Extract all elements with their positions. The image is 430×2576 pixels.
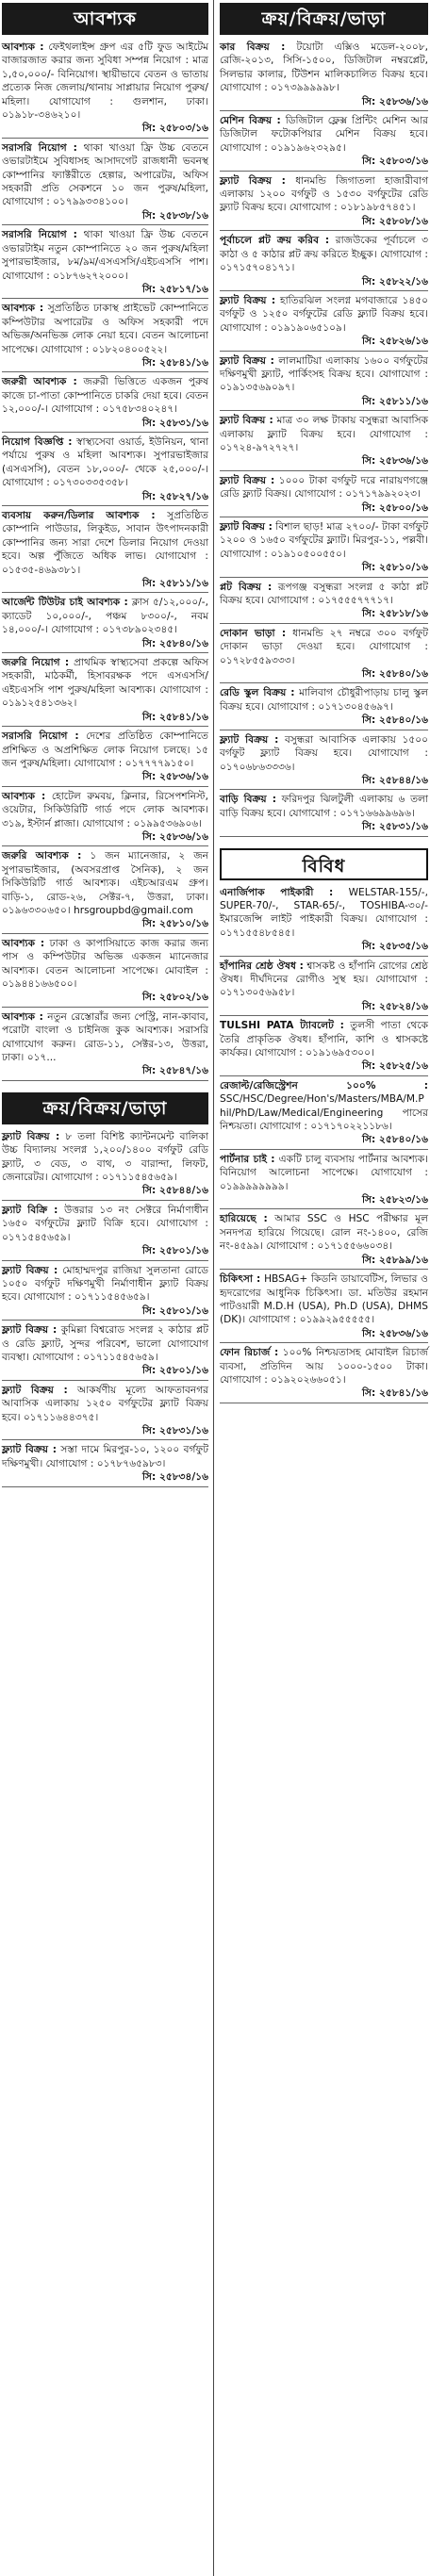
ad-separator (2, 224, 208, 225)
ad-separator (220, 1208, 428, 1209)
ad-lead: ফ্ল্যাট বিক্রয় : (2, 1324, 58, 1337)
ad-code: সি: ২৫৮১৭/১৬ (142, 283, 208, 295)
ad-separator (2, 298, 208, 299)
ad-body: টয়োটা এক্সিও মডেল-২০০৮, রেজি-২০১৩, সিসি-১৫০০, ডিজিটাল নম্বরপ্লেট, সিলভার কালার, টিউশন মালিকচালিত বিক্রয় হবে। যোগাযোগ : ০১৭৩৯৯৯৯৯৮। (220, 41, 428, 94)
ad-body: মালিবাগ চৌধুরীপাড়ায় চালু স্কুল বিক্রয় হবে। যোগাযোগ : ০১৭১৩০৪৫৬৯৭। (220, 687, 428, 713)
ad-body: রূপগঞ্জ বসুন্ধরা সংলগ্ন ৫ কাঠা প্লট বিক্রয় হবে। যোগাযোগ : ০১৭৫৫৫৭৭৭১৭। (220, 581, 428, 607)
ad-body: ফেইথলাইন্স গ্রুপ এর ৫টি ফুড আইটেম বাজারজাত করার জন্য সুবিধা সম্পন্ন নিয়োগ : মাত্র ১,৫০,০০০/- বিনিয়োগ। স্থায়ীভাবে বেতন ও ভাতায় প্রত্যেক নিজ জেলায়/থানায় সাপ্লায়ার নিয়োগ পুরুষ/মহিলা। যোগাযোগ : গুলশান, ঢাকা। ০১৯১৮-৩৪৬২১০। (2, 41, 209, 122)
ad-body: তুলসী পাতা থেকে তৈরি প্রাকৃতিক ঔষধ। হাঁপানি, কাশি ও শ্বাসকষ্টে কার্যকর। যোগাযোগ : ০১৯১৬৯৫৩০০। (220, 1020, 429, 1058)
ad-separator (220, 956, 428, 957)
ad-lead: আবশ্যক : (2, 303, 44, 315)
classified-ad (2, 1382, 208, 1439)
ad-separator (2, 592, 208, 593)
ad-body: HBSAG+ কিডনি ডায়াবেটিস, লিভার ও হৃদরোগের আধুনিক চিকিৎসা। ডা. মতিউর রহমান পাটওয়ারী M.D.H (USA), Ph.D (USA), DHMS (DK)। যোগাযোগ : ০১৯৯২৯৫৫৫৫৫। (220, 1273, 428, 1326)
ad-lead: দোকান ভাড়া : (220, 627, 287, 639)
ad-separator (2, 138, 208, 139)
ad-code: সি: ২৫৮৪৪/১৬ (142, 1185, 208, 1197)
ad-lead: ব্যবসায় করুন/ডিলার আবশ্যক : (2, 510, 156, 521)
ad-body: সস্তা দামে মিরপুর-১০, ১২০০ বর্গফুট দক্ষিণমুখী। যোগাযোগ : ০১৭৮৭৬৫৯৮৩। (2, 1444, 209, 1469)
ad-code: সি: ২৫৮৪১/১৬ (142, 356, 208, 369)
classified-ad (220, 1151, 428, 1208)
ad-code: সি: ২৫৮১০/১৬ (142, 918, 208, 930)
ad-lead: আবশ্যক : (2, 41, 44, 53)
classified-ad (220, 684, 428, 728)
ad-separator (220, 623, 428, 624)
ad-separator (220, 577, 428, 578)
ad-code: সি: ২৫৮৩৬/১৬ (362, 455, 428, 468)
ad-lead: রেডি স্কুল বিক্রয় : (220, 687, 295, 699)
ad-body: ৮ তলা বিশিষ্ট ক্যান্টনমেন্ট বালিকা উচ্চ বিদ্যালয় সংলগ্ন ১,২০০/১৪০০ বর্গফুট রেডি ফ্ল্যাট, ৩ বেড, ৩ বাথ, ৩ বারান্দা, লিফট, জেনারেটর। যোগাযোগ : ০১৭১১৫৪৫৬৫৯। (2, 1130, 209, 1184)
ad-separator (2, 371, 208, 372)
classified-ad (220, 172, 428, 230)
ad-code: সি: ২৫৮২৬/১৬ (362, 336, 428, 348)
ad-lead: প্লট বিক্রয় : (220, 581, 273, 593)
ad-lead: ফ্ল্যাট বিক্রয় : (220, 174, 286, 187)
ad-body: ক্লাস ৫/১২,০০০/-, ক্যাডেট ১০,০০০/-, পঞ্চম ৮৩০০/-, নবম ১৪,০০০/-। যোগাযোগ : ০১৭৩৮৯০২৩৪৫। (2, 597, 209, 636)
ad-lead: TULSHI PATA ট্যাবলেট : (220, 1020, 344, 1032)
ad-code: সি: ২৫৮৩৬/১৬ (362, 1327, 428, 1339)
classified-ad (2, 1128, 208, 1199)
ad-body: আমার SSC ও HSC পরীক্ষার মূল সনদপত্র হারিয়ে গিয়েছে। রোল নং-১৪০০, রেজি নং-৪৫৯৯। যোগাযোগ : ০১৭১৫৫৬৬০৩৪। (220, 1213, 428, 1253)
ad-lead: রেজাল্ট/রেজিস্ট্রেশন ১০০% : (220, 1079, 428, 1091)
ad-separator (2, 845, 208, 846)
classified-ad (2, 1321, 208, 1379)
ad-code: সি: ২৫৮০১/১৬ (142, 1365, 208, 1377)
classified-ad (220, 791, 428, 834)
ad-separator (2, 786, 208, 787)
column-divider (213, 0, 214, 2576)
ad-body: ১০০০ টাকা বর্গফুট দরে নারায়ণগঞ্জে রেডি ফ্ল্যাট বিক্রয়। যোগাযোগ : ০১৭১৭৯৯২০২৩। (220, 474, 428, 500)
classified-ad (220, 1077, 428, 1148)
section-heading: আবশ্যক (2, 3, 208, 35)
classified-ad (220, 1344, 428, 1402)
classified-ad (2, 1009, 208, 1079)
ad-code: সি: ২৫৮২৫/১৬ (362, 1060, 428, 1073)
section-spacer (220, 838, 428, 845)
classified-ad (220, 292, 428, 350)
ad-body: রাজউকের পূর্বাচলে ৩ কাঠা ও ৫ কাঠার প্লট ক্রয় করিতে ইচ্ছুক। যোগাযোগ : ০১৭১৫৭০৪১৭১। (220, 235, 428, 274)
ad-code: সি: ২৫৮৩৫/১৬ (362, 941, 428, 953)
ad-separator (2, 726, 208, 727)
ad-lead: সরাসরি নিয়োগ : (2, 229, 77, 241)
ad-body: হোটেল রুমবয়, ক্লিনার, রিসেপশনিস্ট, ওয়েটার, সিকিউরিটি গার্ড পদে লোক আবশ্যক। ৩১৯, ইস্টার্ন প্লাজা। যোগাযোগ : ০১৯৯৫৩৬৯০৬। (2, 790, 208, 829)
ad-separator (2, 1486, 208, 1487)
ad-body: ধানমন্ডি ২৭ নম্বরে ৩০০ বর্গফুট দোকান ভাড়া দেওয়া হবে। যোগাযোগ : ০১৭২৮৫৫৯৩৩৩। (220, 627, 428, 666)
classified-ad (220, 232, 428, 289)
ad-code: সি: ২৫৮১১/১৬ (362, 395, 428, 407)
ad-code: সি: ২৫৮৩৬/১৬ (142, 771, 208, 783)
ad-lead: ফ্ল্যাট বিক্রয় : (220, 415, 273, 427)
ad-lead: হারিয়েছে : (220, 1213, 268, 1225)
ad-code: সি: ২৫৮১১/১৬ (142, 578, 208, 590)
ad-separator (220, 470, 428, 471)
ad-body: শ্বাসকষ্ট ও হাঁপানি রোগের শ্রেষ্ঠ ঔষধ। দীর্ঘদিনের রোগীও সুস্থ হয়। যোগাযোগ : ০১৭১৩০৫৬৯৫৮। (220, 960, 429, 999)
ad-lead: আবশ্যক : (2, 1010, 43, 1023)
ad-code: সি: ২৫৮২৩/১৬ (362, 1194, 428, 1206)
ad-body: লালমাটিয়া এলাকায় ১৬০০ বর্গফুটের দক্ষিণমুখী ফ্ল্যাট, পার্কিংসহ বিক্রয় হবে। যোগাযোগ : ০১৯১৩৫৬৯০৯৭। (220, 354, 429, 394)
classified-ad (220, 731, 428, 789)
ad-lead: আবশ্যক : (2, 790, 46, 802)
ad-body: থাকা খাওয়া ফ্রি উচ্চ বেতনে ওভারটাইম নতুন কোম্পানিতে ২০ জন পুরুষ/মহিলা সুপারভাইজার, ৮ম/৯ম/এসএসসি/এইচএসসি পাশ। যোগাযোগ : ০১৮৭৬২৭২০০০। (2, 229, 208, 282)
classified-ad (2, 434, 208, 504)
ad-body: আকর্ষণীয় মূল্যে আফতাবনগর আবাসিক এলাকায় ১২৫০ বর্গফুটের ফ্ল্যাট বিক্রয় হবে। ০১৭১১৬৪৪৩৭৫। (2, 1384, 208, 1423)
ad-lead: আবশ্যক : (2, 937, 45, 949)
left-column (2, 0, 208, 1488)
ad-code: সি: ২৫৮০১/১৬ (142, 1304, 208, 1317)
ad-code: সি: ২৫৮৩৬/১৬ (362, 95, 428, 107)
ad-separator (2, 1380, 208, 1381)
ad-body: সুপ্রতিষ্ঠিত ঢাকাস্থ প্রাইভেট কোম্পানিতে কম্পিউটার অপারেটর ও অফিস সহকারী পদে অভিজ্ঞ/অনভিজ্ঞ লোক নেয়া হবে। বেতন আলোচনা সাপেক্ষে। যোগাযোগ : ০১৮২০৪০০৫২২। (2, 303, 209, 355)
classified-ad (2, 728, 208, 785)
ad-code: সি: ২৫৮৩৬/১৬ (142, 830, 208, 843)
ad-body: থাকা খাওয়া ফ্রি উচ্চ বেতনে ওভারটাইমে সুবিধাসহ আসাদগেট রাজধানী ভবনস্থ কোম্পানির ফ্যাক্টরীতে হেল্পার, অপারেটর, অফিস সহকারী প্রতি সেকশনে ১০ জন পুরুষ/মহিলা, যোগাযোগ : ০১৭৯৯৩৩৪১০০। (2, 141, 208, 208)
ad-code: সি: ২৫৮০০/১৬ (362, 501, 428, 514)
ad-separator (2, 1200, 208, 1201)
classified-ad (2, 935, 208, 1006)
ad-code: সি: ২৫৮০৩/১৬ (362, 156, 428, 168)
ad-body: মাত্র ৩০ লক্ষ টাকায় বসুন্ধরা আবাসিক এলাকায় ফ্ল্যাট বিক্রয় হবে। যোগাযোগ : ০১৭২৪-৯৭২৭২৭। (220, 415, 428, 453)
ad-separator (220, 110, 428, 111)
ad-code: সি: ২৫৮৪১/১৬ (142, 711, 208, 723)
ad-body: ঢাকা ও কাপাসিয়াতে কাজ করার জন্য পাস ও কম্পিউটার অভিজ্ঞ একজন ম্যানেজার আবশ্যক। বেতন আলোচনা সাপেক্ষে। মোবাইল : ০১৯৪৪১৬৬৫০০। (2, 937, 208, 990)
ad-separator (2, 1007, 208, 1008)
ad-code: সি: ২৫৮৪১/১৬ (362, 1387, 428, 1400)
ad-body: হাতিরঝিল সংলগ্ন মগবাজারে ১৪৫০ বর্গফুট ও ১২৫০ বর্গফুটের রেডি ফ্ল্যাট বিক্রয় হবে। যোগাযোগ : ০১৯১৯০৬৫১০৯। (220, 294, 429, 334)
classified-ad (2, 226, 208, 297)
classified-ad (220, 353, 428, 410)
ad-lead: আর্জেন্ট টিউটর চাই আবশ্যক : (2, 597, 128, 609)
ad-lead: ফোন রিচার্জ : (220, 1347, 279, 1359)
ad-lead: সরাসরি নিয়োগ : (2, 730, 79, 743)
ad-body: উত্তরার ১৩ নং সেক্টরে নির্মাণাধীন ১৬৫০ বর্গফুটের ফ্ল্যাট বিক্রি হবে। যোগাযোগ : ০১৭১৫৪৫৬৫৯। (2, 1204, 208, 1243)
ad-body: ডিজিটাল ফ্লেক্স প্রিন্টিং মেশিন আর ডিজিটাল ফটোকপিয়ার মেশিন বিক্রয় হবে। যোগাযোগ : ০১৯১৯৬২৩২৯৫। (220, 115, 428, 154)
ad-code: সি: ২৫৮৪০/১৬ (362, 1134, 428, 1146)
section-heading: বিবিধ (220, 848, 428, 880)
ad-separator (2, 652, 208, 653)
ad-lead: ফ্ল্যাট বিক্রয় : (220, 521, 273, 533)
ad-body: কুমিল্লা বিশ্বরোড সংলগ্ন ২ কাঠার প্লট ও রেডি ফ্ল্যাট, সুন্দর পরিবেশ, ভালো যোগাযোগ ব্যবস্থা। যোগাযোগ : ০১৭১১৫৪৫৬৫৯। (2, 1324, 209, 1363)
ad-lead: ফ্ল্যাট বিক্রয় : (220, 354, 274, 367)
ad-separator (220, 1342, 428, 1343)
classified-ad (2, 1441, 208, 1485)
ad-code: সি: ২৫৮৪০/১৬ (142, 637, 208, 649)
ad-code: সি: ২৫৮৩১/১৬ (142, 1424, 208, 1436)
classified-ad (2, 788, 208, 845)
ad-body: প্রাথমিক স্বাস্থ্যসেবা প্রকল্পে অফিস সহকারী, মাঠকর্মী, হিসাবরক্ষক পদে এসএসসি/এইচএসসি পাশ পুরুষ/মহিলা আবশ্যক। যোগাযোগ : ০১৯১২৫৪১৩৬২। (2, 657, 208, 710)
ad-separator (220, 1149, 428, 1150)
ad-code: সি: ২৫৮৯৯/১৬ (362, 1254, 428, 1266)
ad-lead: এনার্জিপাক পাইকারী : (220, 886, 334, 898)
section-heading: ক্রয়/বিক্রয়/ভাড়া (2, 1092, 208, 1124)
ad-separator (220, 1269, 428, 1270)
ad-code: সি: ২৫৮০৮/১৬ (362, 215, 428, 227)
classified-ad (2, 373, 208, 431)
ad-code: সি: ২৫৮৪০/১৬ (362, 668, 428, 681)
classified-ad (220, 518, 428, 576)
right-column (220, 0, 428, 1404)
ad-body: দেশের প্রতিষ্ঠিত কোম্পানিতে প্রশিক্ষিত ও অপ্রশিক্ষিত লোক নিয়োগ চলছে। ১৫ জন পুরুষ/মহিলা। যোগাযোগ : ০১৭৭৭৭৯১৫০। (2, 730, 208, 769)
ad-code: সি: ২৫৮১০/১৬ (362, 562, 428, 574)
classified-ad (220, 1271, 428, 1341)
ad-code: সি: ২৫৮১৮/১৬ (362, 608, 428, 620)
classified-ad (220, 1210, 428, 1268)
ad-lead: জরুরী আবশ্যক : (2, 376, 77, 388)
ad-lead: চিকিৎসা : (220, 1273, 261, 1286)
ad-body: ১০০% নিশ্চয়তাসহ মোবাইল রিচার্জ ব্যবসা, প্রতিদিন আয় ১০০০-১৫০০ টাকা। যোগাযোগ : ০১৯২০২৬৬০৫১। (220, 1347, 428, 1386)
ad-body: জরুরী ভিত্তিতে একজন পুরুষ কাজে চা-পাতা কোম্পানিতে চাকরি দেয়া হবে। বেতন ১২,০০০/-। যোগাযোগ : ০১৭৫৮৩৪০২৪৭। (2, 376, 208, 416)
ad-code: সি: ২৫৮৩৮/১৬ (142, 209, 208, 222)
classified-ad (220, 884, 428, 955)
ad-lead: কার বিক্রয় : (220, 41, 286, 53)
ad-body: বিশাল ছাড়! মাত্র ২৭০০/- টাকা বর্গফুট ১২০০ ও ১৬৫০ বর্গফুটের ফ্ল্যাট। মিরপুর-১১, পল্লবী। যোগাযোগ : ০১৯১০৫০০৫৫০। (220, 521, 428, 560)
ad-separator (2, 505, 208, 506)
ad-code: সি: ২৫৮৪০/১৬ (362, 714, 428, 727)
ad-body: মোহাম্মদপুর রাজিয়া সুলতানা রোডে ১০৫০ বর্গফুট দক্ষিণমুখী নির্মাণাধীন ফ্ল্যাট বিক্রয় হবে। যোগাযোগ : ০১৭১১৫৪৫৬৫৯। (2, 1264, 209, 1304)
ad-lead: হাঁপানির শ্রেষ্ঠ ঔষধ : (220, 960, 304, 972)
classified-ad (2, 39, 208, 137)
ad-code: সি: ২৫৮৩১/১৬ (362, 821, 428, 833)
classified-ad (220, 39, 428, 109)
ad-body: ১ জন ম্যানেজার, ২ জন সুপারভাইজার, (অবসরপ্রাপ্ত সৈনিক), ২ জন সিকিউরিটি গার্ড আবশ্যক। এইচআরএম গ্রুপ। বাড়ি-১, রোড-২৬, সেক্টর-৭, উত্তরা, ঢাকা। ০১৯৬৩৩০৬৫০। hrsgroupbd@gmail.com (2, 850, 208, 916)
classified-ad (220, 579, 428, 622)
ad-code: সি: ২৫৮৪৭/১৬ (142, 1065, 208, 1077)
ad-body: স্বাস্থ্যসেবা ওয়ার্ড, ইউনিয়ন, থানা পর্যায়ে পুরুষ ও মহিলা আবশ্যক। সুপারভাইজার (এসএসসি), বেতন ১৮,০০০/- থেকে ২৫,০০০/-। যোগাযোগ : ০১৭৩০৩৩৫৩৫৮। (2, 435, 208, 489)
ad-separator (220, 410, 428, 411)
ad-separator (220, 836, 428, 837)
ad-lead: পার্টনার চাই : (220, 1153, 275, 1165)
section-heading: ক্রয়/বিক্রয়/ভাড়া (220, 3, 428, 35)
ad-code: সি: ২৫৮০২/১৬ (142, 992, 208, 1004)
classified-ad (220, 472, 428, 516)
ad-lead: ফ্ল্যাট বিক্রয় : (220, 733, 279, 746)
classified-ad (220, 958, 428, 1015)
classified-ad (220, 112, 428, 170)
ad-separator (220, 682, 428, 683)
ad-code: সি: ২৫৮২২/১৬ (362, 275, 428, 287)
ad-code: সি: ২৫৮০১/১৬ (142, 1245, 208, 1257)
classified-ad (2, 507, 208, 591)
ad-lead: ফ্ল্যাট বিক্রয় : (2, 1130, 60, 1142)
ad-separator (220, 230, 428, 231)
ad-separator (220, 171, 428, 172)
ad-separator (220, 1075, 428, 1076)
section-spacer (2, 1082, 208, 1090)
ad-lead: পূর্বাচলে প্লট ক্রয় করিব : (220, 235, 330, 247)
ad-lead: সরাসরি নিয়োগ : (2, 141, 77, 154)
ad-body: ফরিদপুর ঝিলটুলী এলাকায় ৬ তলা বাড়ি বিক্রয় হবে। যোগাযোগ : ০১৭১৬৬৯৯৬৯৬। (220, 794, 428, 819)
ad-separator (2, 1080, 208, 1081)
ad-body: SSC/HSC/Degree/Hon's/Masters/MBA/M.Phil/PhD/Law/Medical/Engineering পাসের নিশ্চয়তা। যোগাযোগ : ০১৭১৭০২২১১৮৬। (220, 1093, 428, 1133)
ad-separator (2, 1260, 208, 1261)
ad-separator (220, 789, 428, 790)
classified-ad (220, 1017, 428, 1075)
ad-code: সি: ২৫৮৪৪/১৬ (362, 774, 428, 786)
classified-ad (2, 1262, 208, 1320)
ad-separator (220, 1015, 428, 1016)
ad-lead: জরুরি নিয়োগ : (2, 657, 70, 669)
ad-body: সুপ্রতিষ্ঠিত কোম্পানি পাউডার, লিকুইড, সাবান উৎপাদনকারী কোম্পানির জন্য সারা দেশে ডিলার নিয়োগ দেওয়া হবে। অল্প পুঁজিতে অধিক লাভ। যোগাযোগ : ০১৫৩৫-৪৬৯৩৮১। (2, 510, 208, 576)
ad-separator (2, 1320, 208, 1321)
classified-ad (2, 654, 208, 725)
ad-separator (2, 432, 208, 433)
classified-ad (2, 300, 208, 370)
classified-ad (220, 625, 428, 682)
ad-code: সি: ২৫৮২৪/১৬ (362, 1000, 428, 1012)
ad-separator (220, 290, 428, 291)
ad-code: সি: ২৫৮৩১/১৬ (142, 417, 208, 429)
ad-separator (2, 1439, 208, 1440)
ad-lead: জরুরি আবশ্যক : (2, 850, 82, 862)
ad-body: ধানমন্ডি জিগাতলা হাজারীবাগ এলাকায় ১২০০ বর্গফুট ও ১৫৩০ বর্গফুটের রেডি ফ্ল্যাট বিক্রয় হবে। যোগাযোগ : ০১৮১৯৮৫৭৪৫১। (220, 174, 429, 214)
ad-body: নতুন রেস্তোরাঁর জন্য পেস্ট্রি, নান-কাবাব, পরোটা বাংলা ও চাইনিজ কুক আবশ্যক। সরাসরি যোগাযোগ করুন। রোড-১১, সেক্টর-১৩, উত্তরা, ঢাকা। ০১৭... (2, 1010, 208, 1064)
ad-lead: ফ্ল্যাট বিক্রয় : (2, 1384, 68, 1396)
ad-lead: ফ্ল্যাট বিক্রয় : (2, 1444, 57, 1456)
ad-lead: ফ্ল্যাট বিক্রি : (2, 1204, 58, 1216)
classified-ad (220, 412, 428, 469)
ad-lead: ফ্ল্যাট বিক্রয় : (2, 1264, 58, 1276)
ad-separator (2, 933, 208, 934)
ad-code: সি: ২৫৮৩৪/১৬ (142, 1471, 208, 1484)
ad-body: WELSTAR-155/-, SUPER-70/-, STAR-65/-, TOSHIBA-৩০/- ইমারজেন্সি লাইট পাইকারী বিক্রয়। যোগাযোগ : ০১৭১৫৫৪৮৫৪৫। (220, 886, 428, 939)
ad-body: বসুন্ধরা আবাসিক এলাকায় ১৫০০ বর্গফুট ফ্ল্যাট বিক্রয় হবে। যোগাযোগ : ০১৭০৬৮৬৩৩৩৬। (220, 733, 428, 773)
ad-code: সি: ২৫৮০৩/১৬ (142, 123, 208, 135)
classified-ad (2, 139, 208, 223)
ad-lead: ফ্ল্যাট বিক্রয় : (220, 294, 276, 306)
ad-code: সি: ২৫৮২৭/১৬ (142, 490, 208, 502)
ad-lead: বাড়ি বিক্রয় : (220, 794, 276, 806)
classified-ad (2, 847, 208, 931)
ad-lead: নিয়োগ বিজ্ঞপ্তি : (2, 435, 73, 448)
classified-ad (2, 1202, 208, 1259)
classified-ad (2, 594, 208, 651)
ad-separator (220, 351, 428, 352)
ad-lead: মেশিন বিক্রয় : (220, 115, 281, 127)
ad-lead: ফ্ল্যাট বিক্রয় : (220, 474, 275, 486)
ad-body: একটি চালু ব্যবসায় পার্টনার আবশ্যক। বিনিয়োগ আলোচনা সাপেক্ষে। যোগাযোগ : ০১৯৯৯৯৯৯৯৯। (220, 1153, 429, 1192)
